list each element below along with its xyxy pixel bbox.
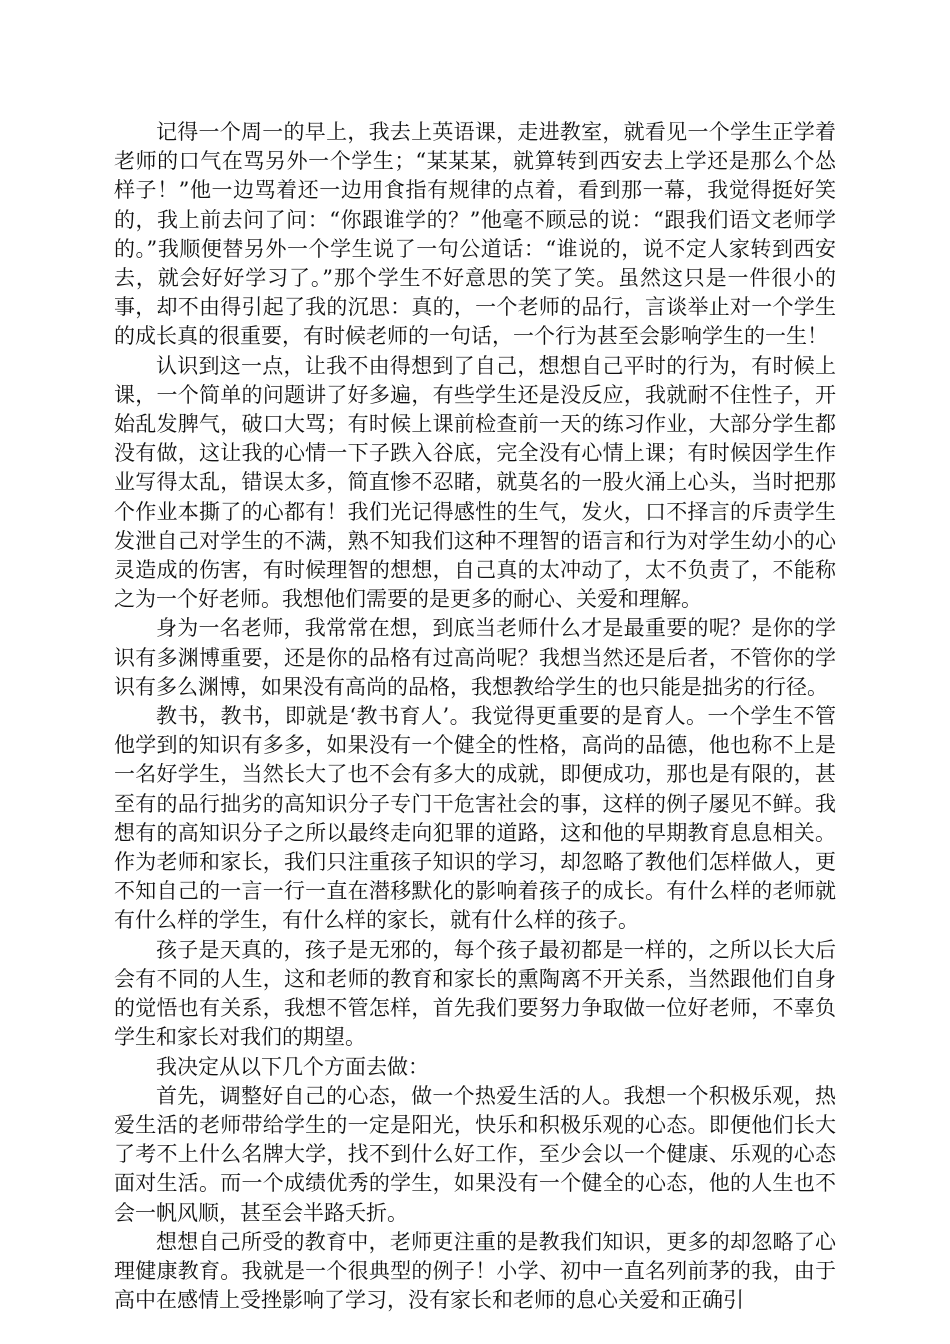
paragraph: 孩子是天真的，孩子是无邪的，每个孩子最初都是一样的，之所以长大后会有不同的人生，这和老师的教育和家长的熏陶离不开关系，当然跟他们自身的觉悟也有关系，我想不管怎样，首先我们要努力争取做一位好老师，不辜负学生和家长对我们的期望。 [114, 937, 836, 1050]
document-body [114, 118, 836, 1315]
paragraph: 想想自己所受的教育中，老师更注重的是教我们知识，更多的却忽略了心理健康教育。我就是一个很典型的例子！小学、初中一直名列前茅的我，由于高中在感情上受挫影响了学习，没有家长和老师的息心关爱和正确引 [114, 1229, 836, 1313]
paragraph: 认识到这一点，让我不由得想到了自己，想想自己平时的行为，有时候上课，一个简单的问题讲了好多遍，有些学生还是没反应，我就耐不住性子，开始乱发脾气，破口大骂；有时候上课前检查前一天的练习作业，大部分学生都没有做，这让我的心情一下子跌入谷底，完全没有心情上课；有时候因学生作业写得太乱，错误太多，简直惨不忍睹，就莫名的一股火涌上心头，当时把那个作业本撕了的心都有！我们光记得感性的生气，发火，口不择言的斥责学生发泄自己对学生的不满，熟不知我们这种不理智的语言和行为对学生幼小的心灵造成的伤害，有时候理智的想想，自己真的太冲动了，太不负责了，不能称之为一个好老师。我想他们需要的是更多的耐心、关爱和理解。 [114, 353, 836, 612]
paragraph: 教书，教书，即就是‘教书育人’。我觉得更重要的是育人。一个学生不管他学到的知识有多多，如果没有一个健全的性格，高尚的品德，他也称不上是一名好学生，当然长大了也不会有多大的成就，即便成功，那也是有限的，甚至有的品行拙劣的高知识分子专门干危害社会的事，这样的例子屡见不鲜。我想有的高知识分子之所以最终走向犯罪的道路，这和他的早期教育息息相关。作为老师和家长，我们只注重孩子知识的学习，却忽略了教他们怎样做人，更不知自己的一言一行一直在潜移默化的影响着孩子的成长。有什么样的老师就有什么样的学生，有什么样的家长，就有什么样的孩子。 [114, 704, 836, 933]
paragraph: 身为一名老师，我常常在想，到底当老师什么才是最重要的呢？是你的学识有多渊博重要，还是你的品格有过高尚呢？我想当然还是后者，不管你的学识有多么渊博，如果没有高尚的品格，我想教给学生的也只能是拙劣的行径。 [114, 616, 836, 699]
paragraph: 我决定从以下几个方面去做： [156, 1054, 429, 1079]
paragraph: 记得一个周一的早上，我去上英语课，走进教室，就看见一个学生正学着老师的口气在骂另外一个学生；“某某某，就算转到西安去上学还是那么个怂样子！”他一边骂着还一边用食指有规律的点着，看到那一幕，我觉得挺好笑的，我上前去问了问：“你跟谁学的？”他毫不顾忌的说：“跟我们语文老师学的。”我顺便替另外一个学生说了一句公道话：“谁说的，说不定人家转到西安去，就会好好学习了。”那个学生不好意思的笑了笑。虽然这只是一件很小的事，却不由得引起了我的沉思：真的，一个老师的品行，言谈举止对一个学生的成长真的很重要，有时候老师的一句话，一个行为甚至会影响学生的一生！ [114, 120, 836, 349]
paragraph: 首先，调整好自己的心态，做一个热爱生活的人。我想一个积极乐观，热爱生活的老师带给学生的一定是阳光，快乐和积极乐观的心态。即便他们长大了考不上什么名牌大学，找不到什么好工作，至少会以一个健康、乐观的心态面对生活。而一个成绩优秀的学生，如果没有一个健全的心态，他的人生也不会一帆风顺，甚至会半路夭折。 [114, 1083, 836, 1225]
